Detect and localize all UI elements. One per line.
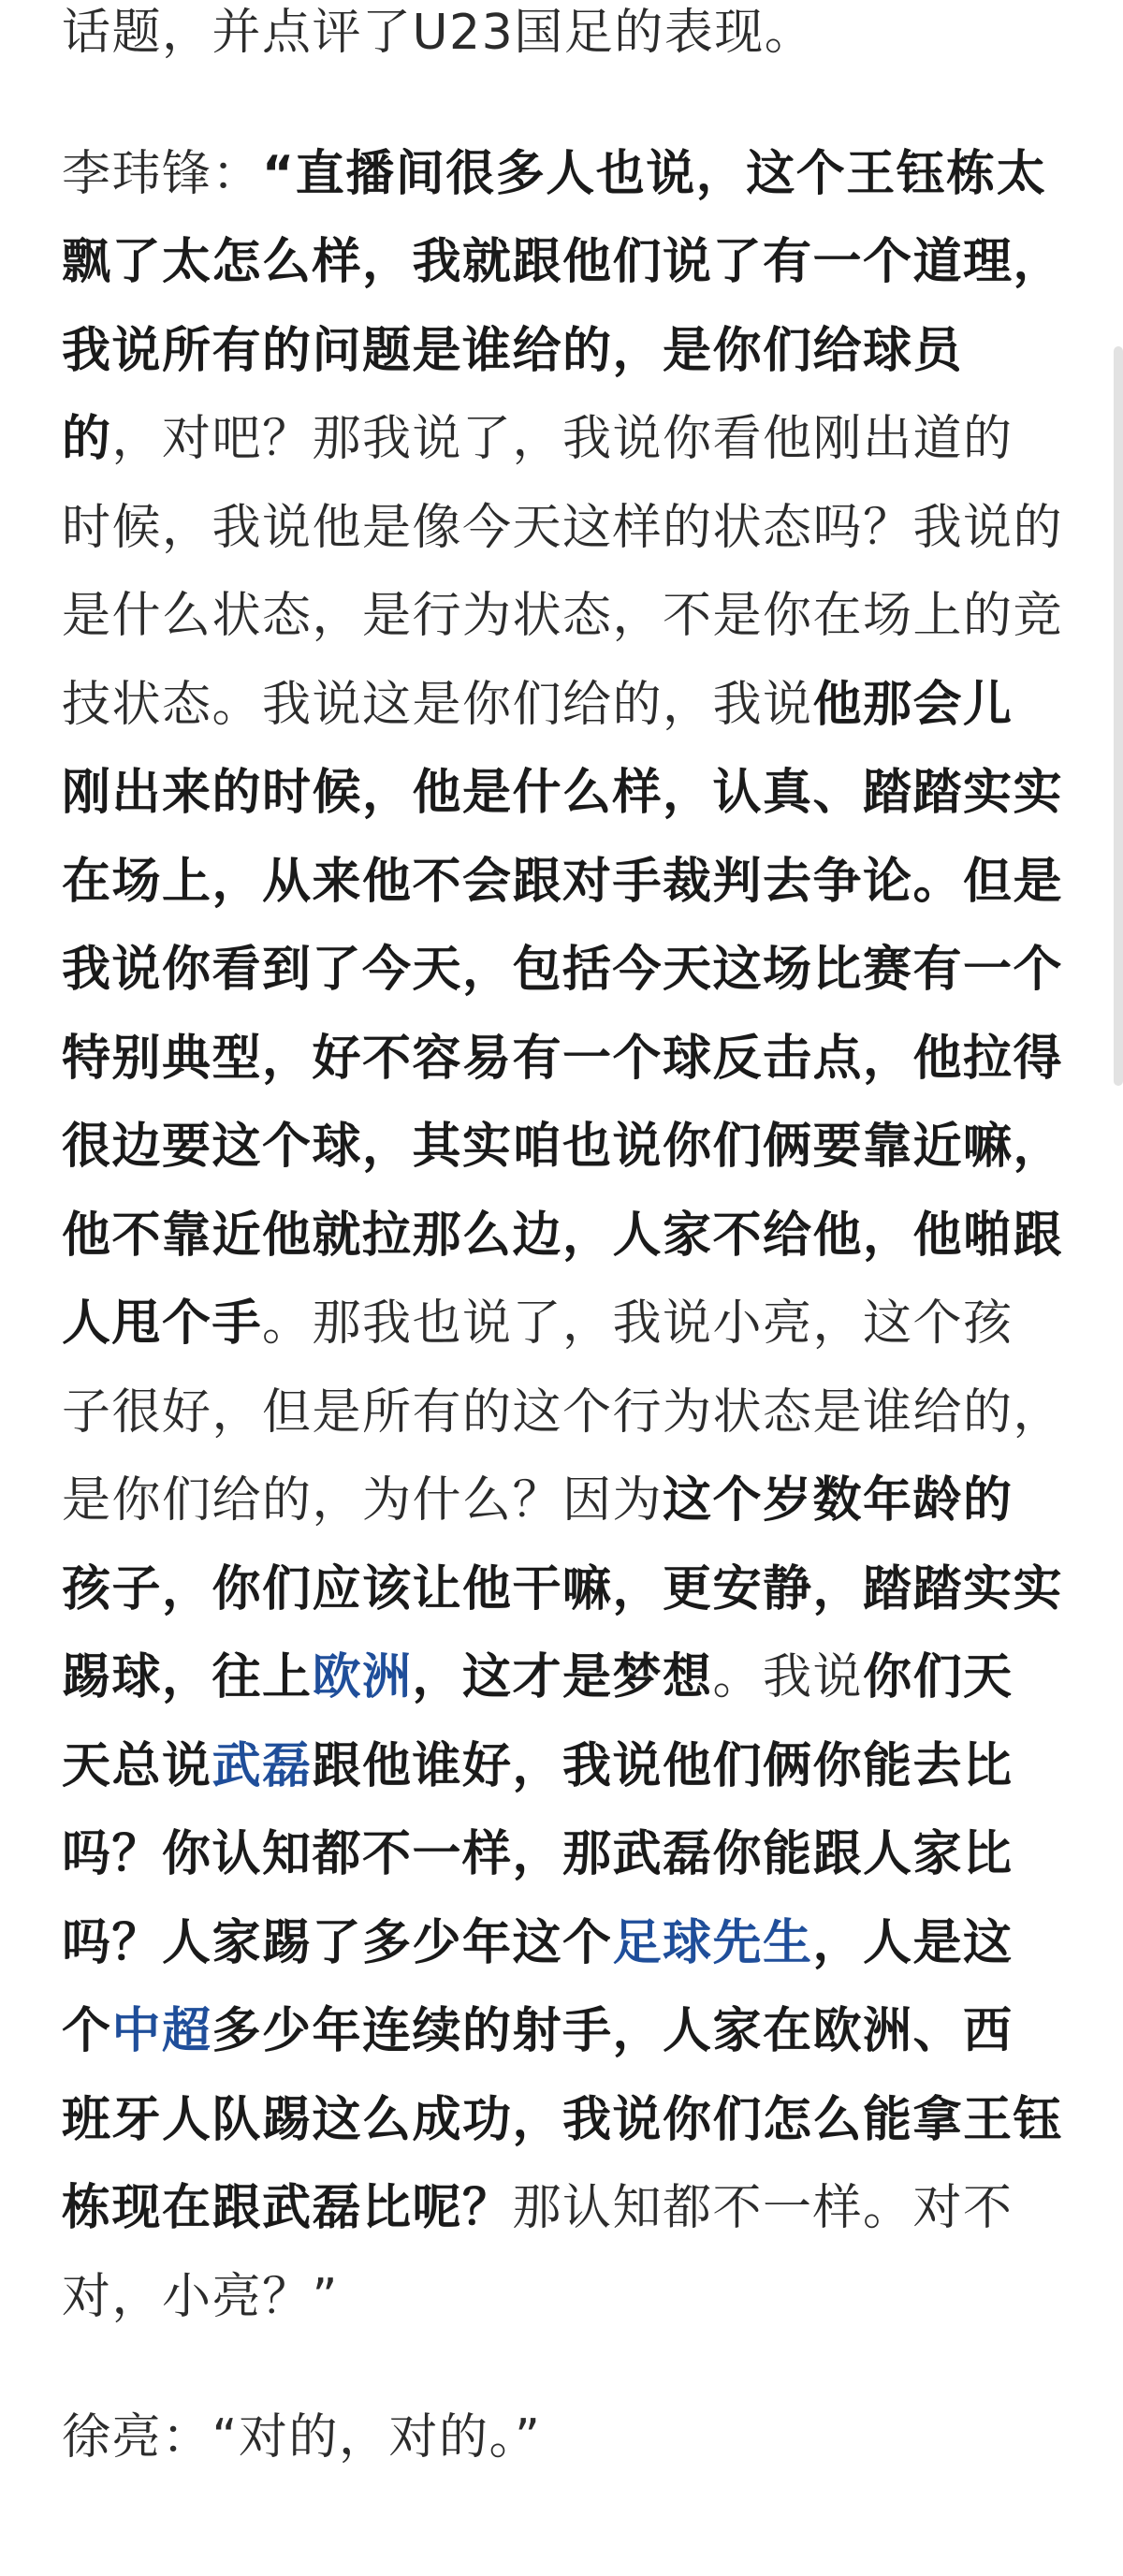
quote-segment-0: “直播间很多人也说，这个王钰栋太飘了太怎么样，我就跟他们说了有一个道理，我说所有的问题是谁给的，是你们给球员的 bbox=[62, 145, 1064, 467]
link-football-mister[interactable]: 足球先生 bbox=[612, 1914, 813, 1971]
link-csl[interactable]: 中超 bbox=[111, 2003, 212, 2059]
link-europe[interactable]: 欧洲 bbox=[312, 1649, 413, 1705]
reply-text: “对的，对的。” bbox=[211, 2409, 542, 2466]
quote-segment-8: 你们天天总说 bbox=[62, 1649, 1014, 1794]
quote-segment-1: ，对吧？那我说了，我说你看他刚出道的时候，我说他是像今天这样的状态吗？我说的是什么状态，是行为状态，不是你在场上的竞技状态。我说这是你们给的，我说 bbox=[62, 411, 1064, 733]
quote-segment-3: 。那我也说了，我说小亮，这个孩子很好，但是所有的这个行为状态是谁给的，是你们给的，为什么？因为 bbox=[62, 1295, 1064, 1529]
quote-segment-6: ，这才是梦想 bbox=[412, 1649, 713, 1705]
reply-speaker: 徐亮： bbox=[62, 2409, 212, 2466]
quote-segment-12: ，人是这个 bbox=[62, 1914, 1014, 2059]
quote-paragraph bbox=[62, 130, 1063, 2342]
quote-segment-7: 。我说 bbox=[712, 1649, 864, 1705]
scrollbar[interactable] bbox=[1114, 346, 1123, 1086]
intro-paragraph: 话题，并点评了U23国足的表现。 bbox=[62, 5, 815, 61]
reply-paragraph bbox=[62, 2393, 1063, 2482]
quote-segment-2: 他那会儿刚出来的时候，他是什么样，认真、踏踏实实在场上，从来他不会跟对手裁判去争论。但是我说你看到了今天，包括今天这场比赛有一个特别典型，好不容易有一个球反击点，他拉得很边要这个球，其实咱也说你们俩要靠近嘛，他不靠近他就拉那么边，人家不给他，他啪跟人甩个手 bbox=[62, 676, 1064, 1352]
quote-segment-14: 多少年连续的射手，人家在欧洲、西班牙人队踢这么成功，我说你们怎么能拿王钰栋现在跟武磊比呢？ bbox=[62, 2003, 1064, 2236]
article-body bbox=[62, 0, 1063, 2482]
quote-segment-15: 那认知都不一样。对不对，小亮？” bbox=[62, 2180, 1014, 2325]
quote-segment-10: 跟他谁好，我说他们俩你能去比吗？你认知都不一样，那武磊你能跟人家比吗？人家踢了多少年这个 bbox=[62, 1737, 1014, 1971]
quote-segment-4: 这个岁数年龄的孩子，你们应该让他干嘛，更安静，踏踏实实踢球，往上 bbox=[62, 1472, 1064, 1705]
quote-speaker: 李玮锋： bbox=[62, 145, 263, 202]
link-wu-lei[interactable]: 武磊 bbox=[211, 1737, 313, 1794]
